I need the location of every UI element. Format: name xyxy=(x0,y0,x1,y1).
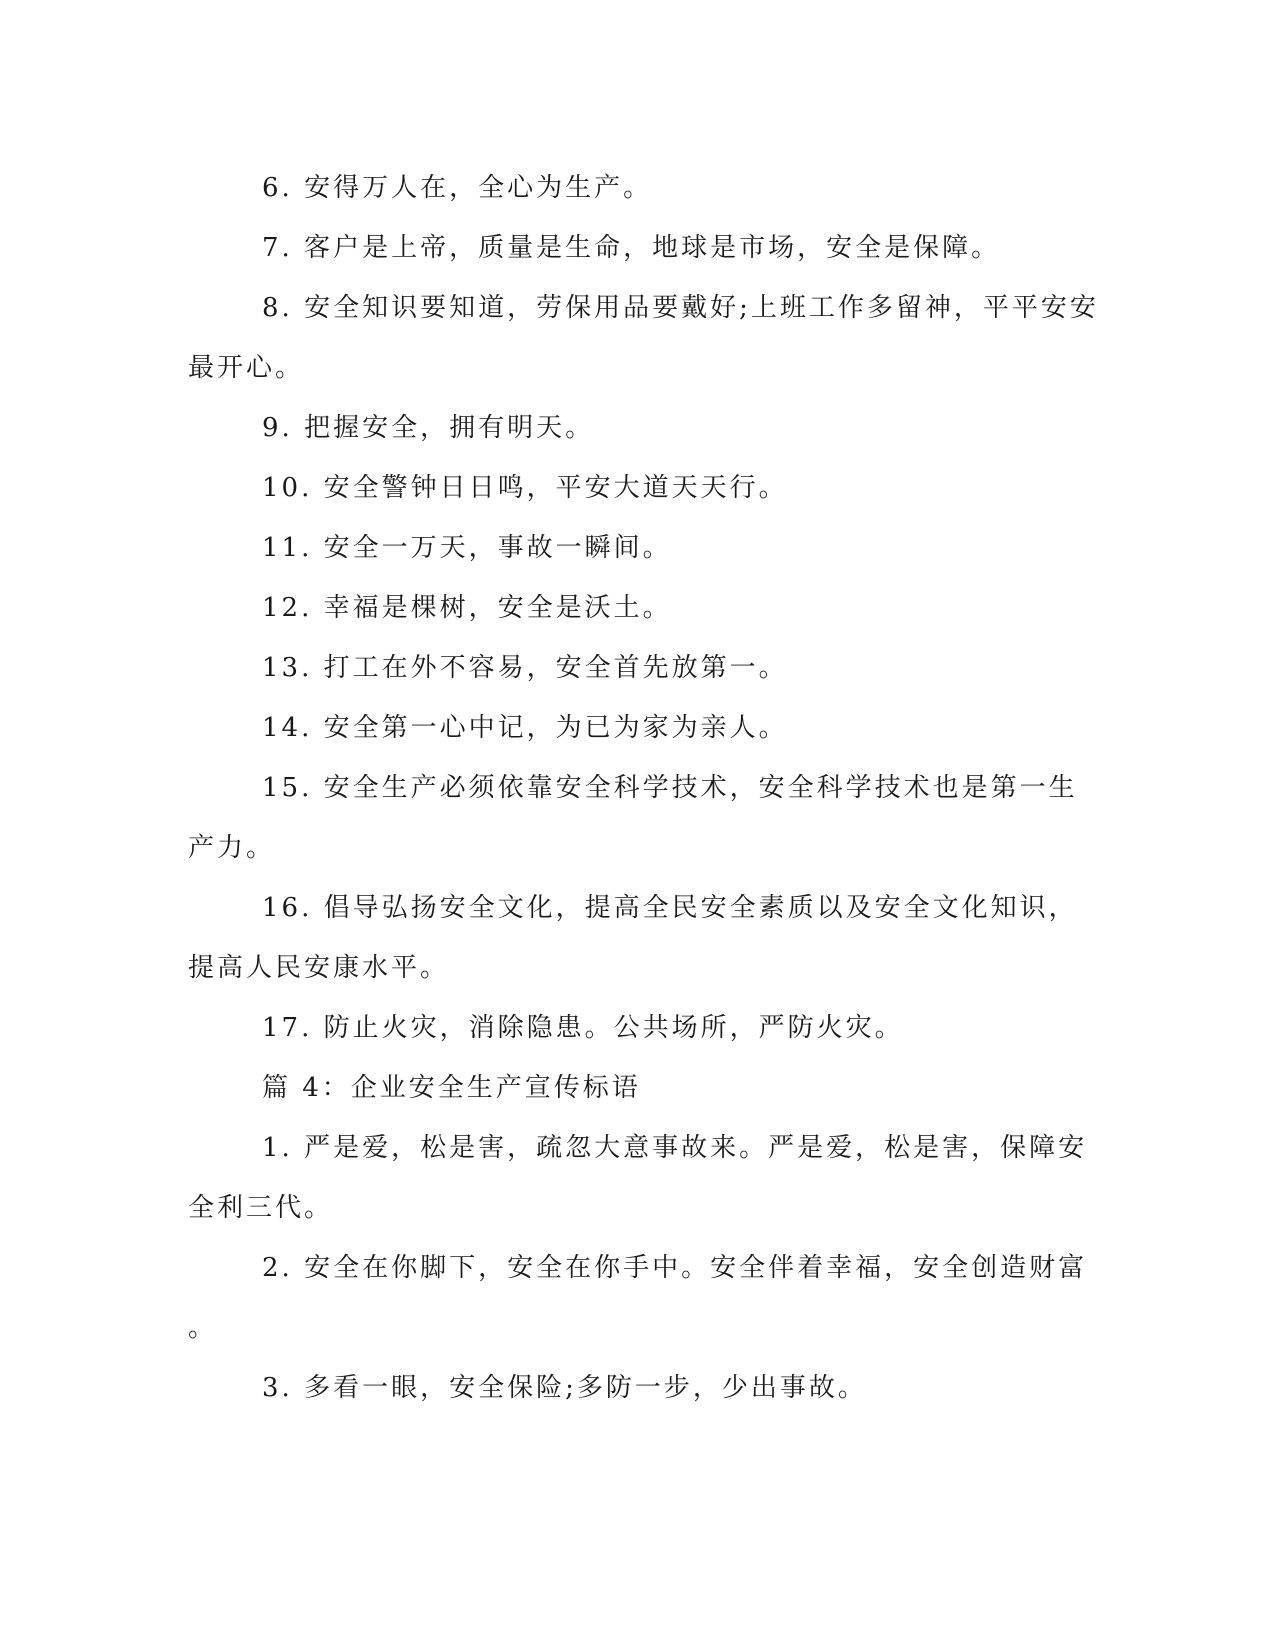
item-12-line: 12. 幸福是棵树，安全是沃土。 xyxy=(262,593,672,623)
item-16-continuation: 提高人民安康水平。 xyxy=(188,953,450,983)
item-10-line: 10. 安全警钟日日鸣，平安大道天天行。 xyxy=(262,473,788,503)
item-15-continuation: 产力。 xyxy=(188,833,276,863)
item-9-line: 9. 把握安全，拥有明天。 xyxy=(262,413,595,443)
item-17-line: 17. 防止火灾，消除隐患。公共场所，严防火灾。 xyxy=(262,1013,904,1043)
item-6-line: 6. 安得万人在，全心为生产。 xyxy=(262,173,653,203)
item-13-line: 13. 打工在外不容易，安全首先放第一。 xyxy=(262,653,788,683)
section-item-1-continuation: 全利三代。 xyxy=(188,1193,334,1223)
item-16-line: 16. 倡导弘扬安全文化，提高全民安全素质以及安全文化知识， xyxy=(262,893,1078,923)
section-item-2-line: 2. 安全在你脚下，安全在你手中。安全伴着幸福，安全创造财富 xyxy=(262,1253,1088,1283)
section-item-2-continuation: 。 xyxy=(188,1313,218,1343)
item-7-line: 7. 客户是上帝，质量是生命，地球是市场，安全是保障。 xyxy=(262,233,1001,263)
item-8-continuation: 最开心。 xyxy=(188,353,305,383)
section-item-1-line: 1. 严是爱，松是害，疏忽大意事故来。严是爱，松是害，保障安 xyxy=(262,1133,1088,1163)
section-heading: 篇 4：企业安全生产宣传标语 xyxy=(262,1073,641,1103)
item-14-line: 14. 安全第一心中记，为已为家为亲人。 xyxy=(262,713,788,743)
item-15-line: 15. 安全生产必须依靠安全科学技术，安全科学技术也是第一生 xyxy=(262,773,1078,803)
item-11-line: 11. 安全一万天，事故一瞬间。 xyxy=(262,533,672,563)
item-8-line: 8. 安全知识要知道，劳保用品要戴好;上班工作多留神，平平安安 xyxy=(262,293,1099,323)
section-item-3-line: 3. 多看一眼，安全保险;多防一步，少出事故。 xyxy=(262,1373,867,1403)
